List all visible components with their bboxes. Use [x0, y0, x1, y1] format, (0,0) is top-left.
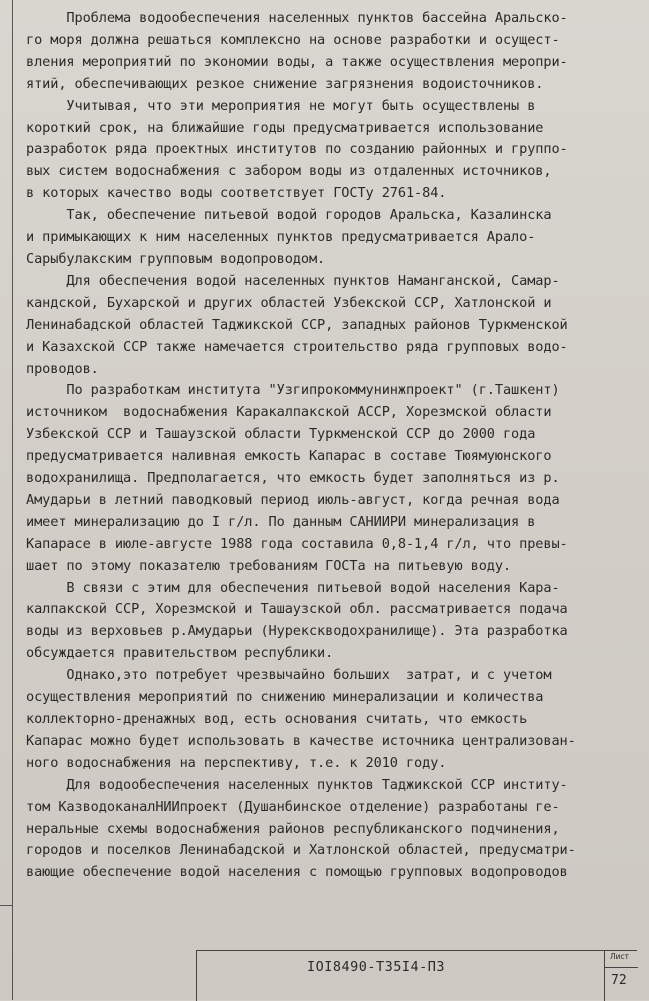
text-line: Проблема водообеспечения населенных пунктов бассейна Аральско- — [26, 10, 568, 26]
text-line: Сарыбулакским групповым водопроводом. — [26, 250, 326, 267]
text-line: кандской, Бухарской и других областей Узбекской ССР, Хатлонской и — [26, 294, 552, 311]
sheet-cell — [604, 951, 638, 1001]
text-line: вающие обеспечение водой населения с помощью групповых водопроводов — [26, 864, 568, 881]
text-line: Капарас можно будет использовать в качестве источника централизован- — [26, 732, 576, 749]
text-line: По разработкам института "Узгипрокоммунинжпроект" (г.Ташкент) — [26, 382, 560, 399]
body-text — [26, 8, 626, 884]
text-line: разработок ряда проектных институтов по созданию районных и группо- — [26, 141, 568, 158]
text-line: Для водообеспечения населенных пунктов Таджикской ССР институ- — [26, 776, 568, 793]
title-block-stamp — [196, 950, 637, 1001]
text-line: ного водоснабжения на перспективу, т.е. к 2010 году. — [26, 754, 447, 771]
document-code: IOI8490-Т35I4-ПЗ — [307, 959, 446, 975]
text-line: водохранилища. Предполагается, что емкость будет заполняться из р. — [26, 470, 560, 487]
text-line: ятий, обеспечивающих резкое снижение загрязнения водоисточников. — [26, 75, 544, 92]
text-line: короткий срок, на ближайшие годы предусматривается использование — [26, 119, 544, 136]
text-line: Ленинабадской областей Таджикской ССР, западных районов Туркменской — [26, 316, 568, 333]
sheet-number: 72 — [611, 973, 627, 988]
text-line: го моря должна решаться комплексно на основе разработки и осущест- — [26, 31, 560, 48]
text-line: и примыкающих к ним населенных пунктов предусматривается Арало- — [26, 229, 536, 246]
text-line: Для обеспечения водой населенных пунктов Наманганской, Самар- — [26, 272, 560, 289]
text-line: неральные схемы водоснабжения районов республиканского подчинения, — [26, 820, 560, 837]
text-line: шает по этому показателю требованиям ГОСТа на питьевую воду. — [26, 557, 512, 574]
text-line: том КазводоканалНИИпроект (Душанбинское отделение) разработаны ге- — [26, 798, 560, 815]
text-line: коллекторно-дренажных вод, есть основания считать, что емкость — [26, 711, 528, 727]
sheet-divider — [605, 967, 638, 968]
text-line: и Казахской ССР также намечается строительство ряда групповых водо- — [26, 338, 568, 355]
text-line: имеет минерализацию до I г/л. По данным САНИИРИ минерализация в — [26, 513, 536, 530]
text-line: в которых качество воды соответствует ГОСТу 2761-84. — [26, 185, 447, 202]
text-line: Учитывая, что эти мероприятия не могут быть осуществлены в — [26, 97, 536, 114]
text-line: В связи с этим для обеспечения питьевой водой населения Кара- — [26, 579, 560, 596]
text-line: Узбекской ССР и Ташаузской области Туркменской ССР до 2000 года — [26, 426, 536, 443]
text-line: обсуждается правительством республики. — [26, 645, 334, 662]
text-line: воды из верховьев р.Амударьи (Нурекскводохранилище). Эта разработка — [26, 623, 568, 640]
text-line: проводов. — [26, 360, 99, 377]
page-frame-tick — [0, 905, 12, 906]
text-line: Так, обеспечение питьевой водой городов Аральска, Казалинска — [26, 207, 552, 224]
text-line: калпакской ССР, Хорезмской и Ташаузской обл. рассматривается подача — [26, 601, 568, 618]
text-line: источником водоснабжения Каракалпакской АССР, Хорезмской области — [26, 404, 552, 421]
text-line: предусматривается наливная емкость Капарас в составе Тюямуюнского — [26, 448, 552, 465]
sheet-label: Лист — [610, 952, 630, 961]
text-line: вых систем водоснабжения с забором воды из отдаленных источников, — [26, 163, 552, 180]
text-line: городов и поселков Ленинабадской и Хатлонской областей, предусматри- — [26, 842, 576, 859]
page-frame-left — [12, 0, 13, 1000]
text-line: Капарасе в июле-августе 1988 года составила 0,8-1,4 г/л, что превы- — [26, 535, 568, 552]
text-line: вления мероприятий по экономии воды, а также осуществления меропри- — [26, 53, 568, 70]
text-line: Однако,это потребует чрезвычайно больших затрат, и с учетом — [26, 667, 552, 684]
text-line: Амударьи в летний паводковый период июль-август, когда речная вода — [26, 491, 560, 508]
text-line: осуществления мероприятий по снижению минерализации и количества — [26, 689, 544, 706]
